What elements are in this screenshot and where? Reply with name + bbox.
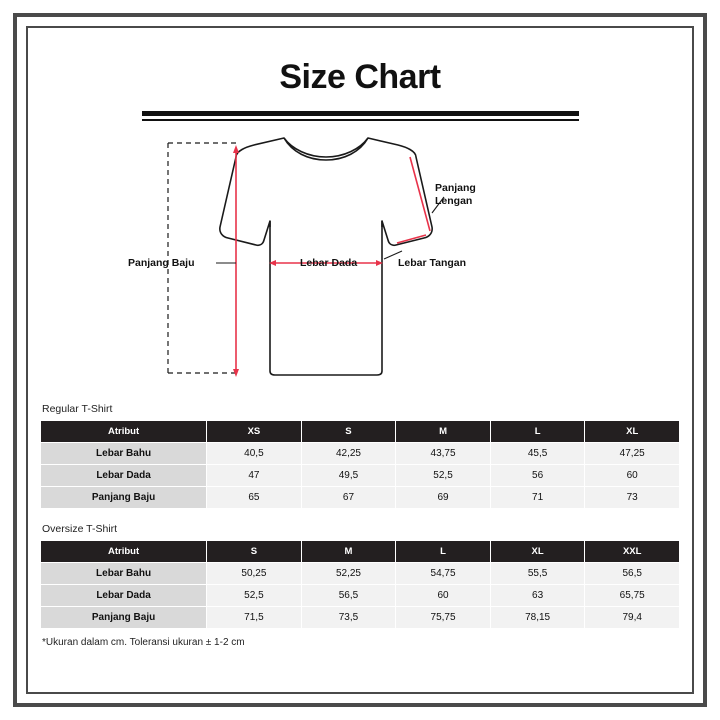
cell-value: 60	[396, 585, 491, 607]
cell-value: 52,5	[396, 465, 491, 487]
cell-value: 43,75	[396, 443, 491, 465]
title-rules	[142, 111, 579, 121]
cell-value: 56,5	[301, 585, 396, 607]
table-header-row	[41, 541, 680, 563]
cell-value: 56	[490, 465, 585, 487]
table-row	[41, 585, 680, 607]
cell-value: 50,25	[207, 563, 302, 585]
cell-value: 40,5	[207, 443, 302, 465]
cell-value: 42,25	[301, 443, 396, 465]
cell-value: 47	[207, 465, 302, 487]
table-row	[41, 487, 680, 509]
col-header-s: S	[301, 421, 396, 443]
table-row	[41, 443, 680, 465]
cell-value: 45,5	[490, 443, 585, 465]
cell-value: 75,75	[396, 607, 491, 629]
row-header-lebar-bahu: Lebar Bahu	[41, 563, 207, 585]
cell-value: 60	[585, 465, 680, 487]
cell-value: 52,25	[301, 563, 396, 585]
cell-value: 47,25	[585, 443, 680, 465]
rule-thick	[142, 111, 579, 116]
size-note: *Ukuran dalam cm. Toleransi ukuran ± 1-2 cm	[42, 637, 245, 648]
cell-value: 52,5	[207, 585, 302, 607]
row-header-panjang-baju: Panjang Baju	[41, 487, 207, 509]
tshirt-diagram	[40, 135, 680, 403]
cell-value: 69	[396, 487, 491, 509]
col-header-m: M	[396, 421, 491, 443]
label-lebar-dada: Lebar Dada	[300, 257, 358, 269]
oversize-table-caption: Oversize T-Shirt	[42, 523, 118, 535]
col-header-xxl: XXL	[585, 541, 680, 563]
cell-value: 67	[301, 487, 396, 509]
content-area	[40, 40, 680, 680]
page-title: Size Chart	[279, 58, 441, 96]
table-row	[41, 607, 680, 629]
oversize-size-table	[40, 540, 680, 629]
row-header-lebar-bahu: Lebar Bahu	[41, 443, 207, 465]
col-header-attribut: Atribut	[41, 541, 207, 563]
table-header-row	[41, 421, 680, 443]
table-row	[41, 563, 680, 585]
cell-value: 73	[585, 487, 680, 509]
label-panjang-lengan: Panjang Lengan	[435, 182, 476, 208]
col-header-xl: XL	[490, 541, 585, 563]
cell-value: 55,5	[490, 563, 585, 585]
cell-value: 54,75	[396, 563, 491, 585]
col-header-s: S	[207, 541, 302, 563]
oversize-table-block	[40, 523, 680, 648]
col-header-l: L	[490, 421, 585, 443]
row-header-lebar-dada: Lebar Dada	[41, 465, 207, 487]
rule-thin	[142, 119, 579, 121]
cell-value: 78,15	[490, 607, 585, 629]
cell-value: 56,5	[585, 563, 680, 585]
row-header-panjang-baju: Panjang Baju	[41, 607, 207, 629]
cell-value: 65,75	[585, 585, 680, 607]
col-header-attribut: Atribut	[41, 421, 207, 443]
label-panjang-baju: Panjang Baju	[128, 257, 195, 269]
col-header-xl: XL	[585, 421, 680, 443]
label-lebar-tangan: Lebar Tangan	[398, 257, 467, 269]
cell-value: 71	[490, 487, 585, 509]
regular-table-caption: Regular T-Shirt	[42, 403, 113, 415]
cell-value: 49,5	[301, 465, 396, 487]
regular-size-table	[40, 420, 680, 509]
cell-value: 79,4	[585, 607, 680, 629]
col-header-xs: XS	[207, 421, 302, 443]
col-header-m: M	[301, 541, 396, 563]
table-row	[41, 465, 680, 487]
cell-value: 73,5	[301, 607, 396, 629]
row-header-lebar-dada: Lebar Dada	[41, 585, 207, 607]
col-header-l: L	[396, 541, 491, 563]
regular-table-block	[40, 403, 680, 509]
cell-value: 63	[490, 585, 585, 607]
cell-value: 71,5	[207, 607, 302, 629]
cell-value: 65	[207, 487, 302, 509]
